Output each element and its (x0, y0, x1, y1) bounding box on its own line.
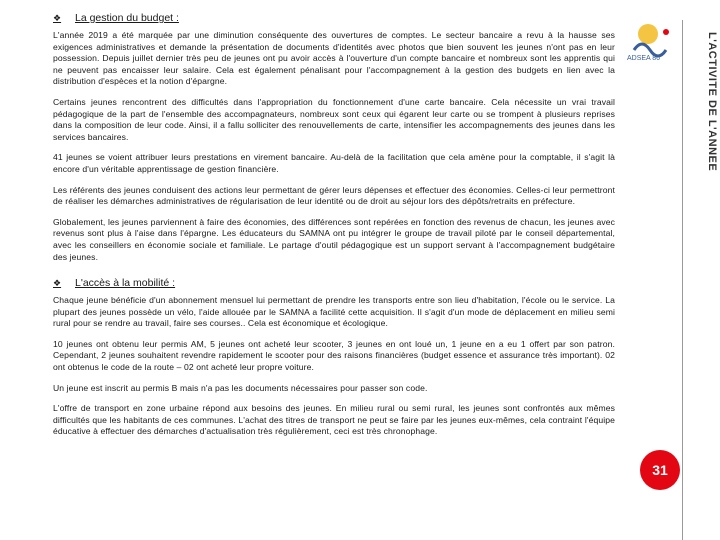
paragraph: 10 jeunes ont obtenu leur permis AM, 5 jeunes ont acheté leur scooter, 3 jeunes en ont loué un, 1 jeune en a eu 1 offert par son patron. Cependant, 2 jeunes souhaitent revendre rapidement le scooter pour des raisons financières (budget essence et assurance très important). 02 ont obtenus le code de la route – 02 ont acheté leur propre voiture. (53, 338, 615, 373)
paragraph: Certains jeunes rencontrent des difficultés dans l'appropriation du fonctionnement d'une carte bancaire. Cela nécessite un vrai travail pédagogique de la part de l'ensemble des accompagnateurs, nombreux sont ceux qui égarent leur carte ou se trompent à plusieurs reprises dans la composition de leur code. Ainsi, il a fallu solliciter des renouvellements de carte, intensifier les accompagnements des jeunes dans les services bancaires. (53, 96, 615, 142)
logo-dot-shape (663, 29, 669, 35)
paragraph: Chaque jeune bénéficie d'un abonnement mensuel lui permettant de prendre les transports entre son lieu d'habitation, l'école ou le service. La plupart des jeunes possède un vélo, l'aide allouée par le SAMNA a facilité cette acquisition. Il s'agit d'un mode de déplacement en milieu semi rural pour se rendre au travail, faire ses courses.. Cela est économique et écologique. (53, 295, 615, 329)
heading-text: La gestion du budget : (75, 12, 179, 24)
section-heading-mobility (53, 277, 615, 289)
paragraph: Globalement, les jeunes parviennent à faire des économies, des différences sont repérées en fonction des revenus de chacun, les jeunes avec revenus sont plus à l'aise dans l'épargne. Les éducateurs du SAMNA ont pu intégrer le groupe de travail piloté par le conseil départemental, avec les conseillers en économie sociale et familiale. Le partage d'outil pédagogique est un support servant à l'accompagnement budgétaire des jeunes. (53, 216, 615, 262)
heading-text: L'accès à la mobilité : (75, 277, 176, 290)
diamond-bullet-icon: ❖ (53, 12, 62, 23)
side-title: L'ACTIVITE DE L'ANNEE (706, 32, 718, 172)
section-heading-budget (53, 12, 615, 24)
adsea-logo (620, 20, 680, 70)
vertical-divider (682, 20, 683, 540)
paragraph: Un jeune est inscrit au permis B mais n'a pas les documents nécessaires pour passer son code. (53, 382, 428, 393)
main-content (53, 12, 615, 447)
paragraph: Les référents des jeunes conduisent des actions leur permettant de gérer leurs dépenses et effectuer des économies. Celles-ci leur permettront de réaliser les démarches administratives de régularisation de leur identité ou de droit au séjour lors des dépôts/retraits en préfecture. (53, 184, 615, 207)
paragraph: L'année 2019 a été marquée par une diminution conséquente des ouvertures de comptes. Le secteur bancaire a revu à la hausse ses exigences administratives et demande la présentation de documents d'identités avec photos que bien souvent les jeunes n'ont pas en leur possession. Depuis juillet dernier très peu de jeunes ont pu avoir accès à l'ouverture d'un compte bancaire et nombreux sont les apprentis qui ne peuvent pas encaisser leur salaire. Cela est également pénalisant pour l'accompagnement à la gestion des budgets en lien avec la distribution d'espèces et la notion d'épargne. (53, 30, 615, 87)
logo-text: ADSEA 86 (627, 55, 661, 62)
paragraph: 41 jeunes se voient attribuer leurs prestations en virement bancaire. Au-delà de la facilitation que cela amène pour la comptable, il s'agit là encore d'un véritable apprentissage de gestion financière. (53, 152, 615, 174)
logo-sun-shape (638, 24, 658, 44)
paragraph: L'offre de transport en zone urbaine répond aux besoins des jeunes. En milieu rural ou semi rural, les jeunes sont confrontés aux mêmes difficultés que les habitants de ces communes. L'achat des titres de transport ne peut se faire par les jeunes eux-mêmes, cela contraint l'équipe éducative à effectuer des démarches d'actualisation très régulièrement, ceci est très chronophage. (53, 403, 615, 437)
page-number-badge: 31 (640, 450, 680, 490)
diamond-bullet-icon: ❖ (53, 277, 62, 288)
